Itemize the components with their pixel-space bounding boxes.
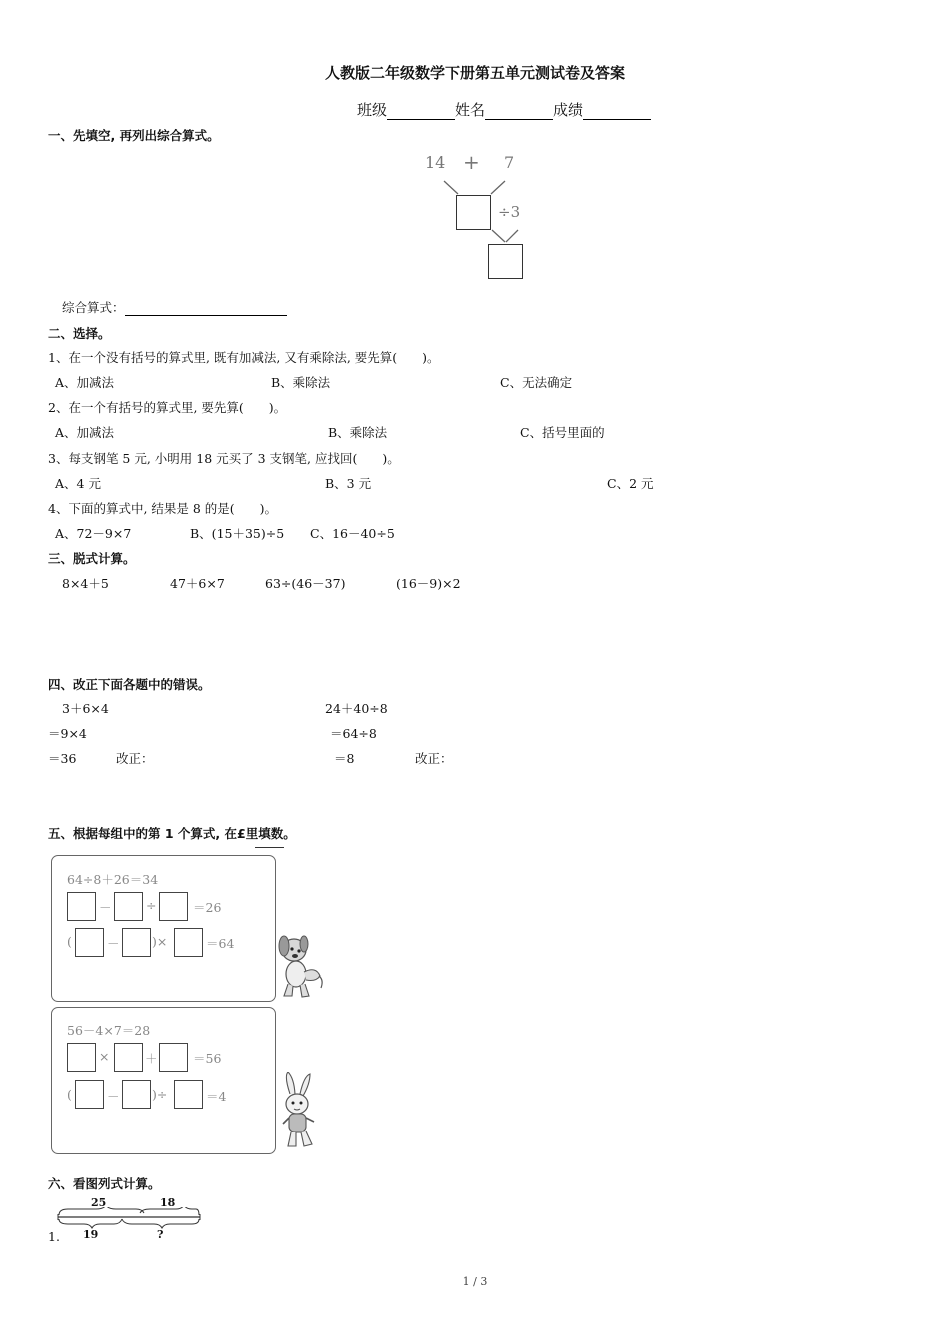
- segment-brace-diagram: [56, 1207, 202, 1229]
- error-right-line-3: ＝8: [334, 751, 355, 766]
- page-title: 人教版二年级数学下册第五单元测试卷及答案: [324, 64, 625, 82]
- q2-1-option-b[interactable]: B、乘除法: [271, 375, 331, 390]
- section-1-heading: 一、先填空, 再列出综合算式。: [48, 128, 220, 143]
- combined-expression-label: 综合算式：: [62, 300, 125, 315]
- section-3-heading: 三、脱式计算。: [48, 551, 136, 566]
- heading-rule: [255, 847, 284, 848]
- error-left-line-2: ＝9×4: [48, 726, 87, 741]
- group-2-equation: 56－4×7＝28: [67, 1023, 151, 1038]
- group-2-result-1: ＝56: [193, 1051, 222, 1066]
- q2-1-option-a[interactable]: A、加减法: [55, 375, 115, 390]
- question-2-3: 3、每支钢笔 5 元, 小明用 18 元买了 3 支钢笔, 应找回( )。: [48, 451, 400, 466]
- group-1-result-2: ＝64: [206, 936, 235, 951]
- calc-expression-4: (16－9)×2: [396, 576, 461, 591]
- q2-3-option-a[interactable]: A、4 元: [55, 476, 101, 491]
- class-label: 班级: [357, 101, 388, 119]
- group-2-box-5[interactable]: [122, 1080, 151, 1109]
- name-blank: [485, 103, 553, 120]
- q2-2-option-c[interactable]: C、括号里面的: [520, 425, 605, 440]
- q2-1-option-c[interactable]: C、无法确定: [500, 375, 573, 390]
- group-2-box-6[interactable]: [174, 1080, 203, 1109]
- group-1-box-5[interactable]: [122, 928, 151, 957]
- class-blank: [387, 103, 455, 120]
- combined-expression-blank[interactable]: [125, 300, 287, 316]
- group-2-op-3: －: [107, 1089, 120, 1104]
- diagram-number-7: 7: [504, 153, 515, 172]
- diagram-answer-box-1[interactable]: [456, 195, 491, 230]
- question-2-1: 1、在一个没有括号的算式里, 既有加减法, 又有乘除法, 要先算( )。: [48, 350, 440, 365]
- item-number: 1.: [48, 1229, 60, 1244]
- group-1-left-paren: (: [67, 934, 72, 949]
- group-1-op-2: ÷: [146, 898, 157, 913]
- combined-expression-line: [62, 298, 287, 316]
- group-1-op-1: －: [99, 900, 112, 915]
- group-1-equation: 64÷8＋26＝34: [67, 872, 159, 887]
- group-2-box-2[interactable]: [114, 1043, 143, 1072]
- group-2-left-paren: (: [67, 1087, 72, 1102]
- group-1-op-3: －: [107, 936, 120, 951]
- error-left-line-1: 3＋6×4: [62, 701, 109, 716]
- diagram-number-14: 14: [425, 153, 446, 172]
- page-number: 1 / 3: [462, 1275, 488, 1288]
- diagram-answer-box-2[interactable]: [488, 244, 523, 279]
- group-2-op-1: ×: [99, 1049, 110, 1064]
- diagram-label-unknown: ?: [157, 1228, 164, 1241]
- group-1-result-1: ＝26: [193, 900, 222, 915]
- q2-4-option-b[interactable]: B、(15＋35)÷5: [190, 526, 285, 541]
- error-right-line-1: 24＋40÷8: [325, 701, 388, 716]
- error-right-line-2: ＝64÷8: [330, 726, 377, 741]
- group-1-right-paren-times: )×: [152, 934, 168, 949]
- group-2-box-1[interactable]: [67, 1043, 96, 1072]
- diagram-plus-sign: +: [463, 150, 480, 174]
- error-left-fix-label: 改正：: [116, 751, 154, 766]
- calc-expression-2: 47＋6×7: [170, 576, 225, 591]
- q2-3-option-b[interactable]: B、3 元: [325, 476, 372, 491]
- q2-4-option-c[interactable]: C、16－40÷5: [310, 526, 395, 541]
- q2-3-option-c[interactable]: C、2 元: [607, 476, 654, 491]
- section-4-heading: 四、改正下面各题中的错误。: [48, 677, 211, 692]
- diagram-label-18: 18: [160, 1196, 176, 1209]
- group-1-box-4[interactable]: [75, 928, 104, 957]
- group-1-box-2[interactable]: [114, 892, 143, 921]
- score-label: 成绩: [553, 101, 584, 119]
- group-2-box-3[interactable]: [159, 1043, 188, 1072]
- q2-2-option-b[interactable]: B、乘除法: [328, 425, 388, 440]
- question-2-2: 2、在一个有括号的算式里, 要先算( )。: [48, 400, 287, 415]
- section-2-heading: 二、选择。: [48, 326, 111, 341]
- group-2-right-paren-divide: )÷: [152, 1087, 168, 1102]
- group-2-op-2: ＋: [145, 1051, 158, 1066]
- group-1-box-6[interactable]: [174, 928, 203, 957]
- calc-expression-3: 63÷(46－37): [265, 576, 346, 591]
- diagram-divide-3: ÷3: [498, 203, 521, 221]
- group-2-box-4[interactable]: [75, 1080, 104, 1109]
- error-right-fix-label: 改正：: [415, 751, 453, 766]
- puppy-illustration: [276, 930, 326, 1002]
- calc-expression-1: 8×4＋5: [62, 576, 109, 591]
- q2-4-option-a[interactable]: A、72－9×7: [55, 526, 132, 541]
- group-1-box-1[interactable]: [67, 892, 96, 921]
- score-blank: [583, 103, 651, 120]
- section-6-heading: 六、看图列式计算。: [48, 1176, 161, 1191]
- q2-2-option-a[interactable]: A、加减法: [55, 425, 115, 440]
- diagram-label-25: 25: [91, 1196, 107, 1209]
- group-1-box-3[interactable]: [159, 892, 188, 921]
- question-2-4: 4、下面的算式中, 结果是 8 的是( )。: [48, 501, 278, 516]
- section-5-heading: 五、根据每组中的第 1 个算式, 在£里填数。: [48, 826, 296, 841]
- student-info-line: [357, 99, 651, 120]
- rabbit-illustration: [278, 1072, 328, 1154]
- error-left-line-3: ＝36: [48, 751, 77, 766]
- name-label: 姓名: [455, 101, 486, 119]
- group-2-result-2: ＝4: [206, 1089, 227, 1104]
- diagram-label-19: 19: [83, 1228, 99, 1241]
